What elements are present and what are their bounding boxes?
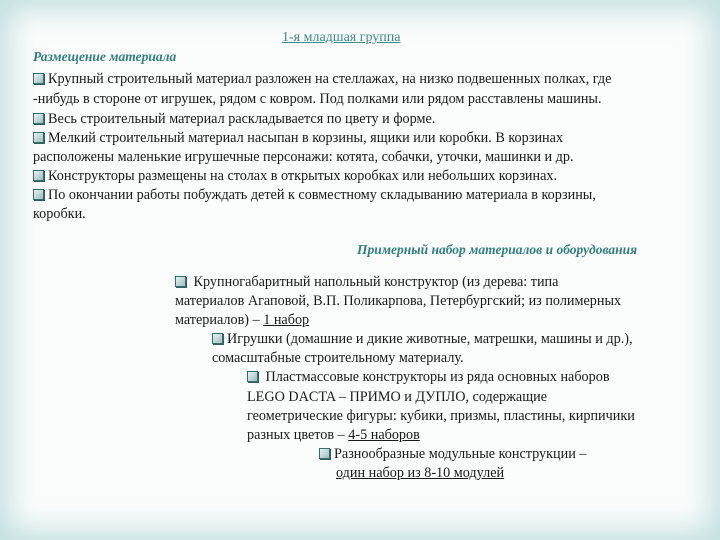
square-bullet-icon	[33, 170, 44, 181]
list-item-line: Игрушки (домашние и дикие животные, матрешки, машины и др.),	[212, 331, 633, 348]
list-item-line: один набор из 8-10 модулей	[336, 465, 505, 481]
list-item-line: материалов) – 1 набор	[175, 312, 310, 328]
list-item-line: материалов Агаповой, В.П. Поликарпова, Петербургский; из полимерных	[175, 293, 622, 309]
list-item-line: геометрические фигуры: кубики, призмы, пластины, кирпичики	[247, 408, 635, 424]
text-line: Конструкторы размещены на столах в открытых коробках или небольших корзинах.	[33, 168, 557, 185]
square-bullet-icon	[175, 276, 186, 287]
list-item-line: сомасштабные строительному материалу.	[212, 350, 464, 366]
text-line: расположены маленькие игрушечные персонажи: котята, собачки, уточки, машинки и др.	[33, 149, 574, 165]
text-line: По окончании работы побуждать детей к совместному складыванию материала в корзины,	[33, 187, 596, 204]
square-bullet-icon	[33, 189, 44, 200]
list-item-line: разных цветов – 4-5 наборов	[247, 427, 420, 443]
page-title: 1-я младшая группа	[282, 30, 401, 45]
square-bullet-icon	[212, 333, 223, 344]
section-heading-materials: Примерный набор материалов и оборудования	[357, 242, 638, 257]
square-bullet-icon	[247, 371, 258, 382]
list-item-line: Крупногабаритный напольный конструктор (из дерева: типа	[175, 274, 558, 291]
square-bullet-icon	[33, 132, 44, 143]
text-line: Весь строительный материал раскладывается по цвету и форме.	[33, 111, 435, 128]
square-bullet-icon	[319, 448, 330, 459]
section-heading-placement: Размещение материала	[33, 49, 177, 64]
list-item-line: Разнообразные модульные конструкции –	[319, 446, 586, 463]
text-line: коробки.	[33, 206, 86, 222]
square-bullet-icon	[33, 113, 44, 124]
square-bullet-icon	[33, 73, 44, 84]
list-item-line: LEGO DACTA – ПРИМО и ДУПЛО, содержащие	[247, 389, 548, 405]
list-item-line: Пластмассовые конструкторы из ряда основных наборов	[247, 369, 610, 386]
text-line: Мелкий строительный материал насыпан в корзины, ящики или коробки. В корзинах	[33, 130, 563, 147]
text-line: Крупный строительный материал разложен на стеллажах, на низко подвешенных полках, где	[33, 71, 611, 88]
text-line: -нибудь в стороне от игрушек, рядом с ковром. Под полками или рядом расставлены машины.	[33, 91, 602, 107]
